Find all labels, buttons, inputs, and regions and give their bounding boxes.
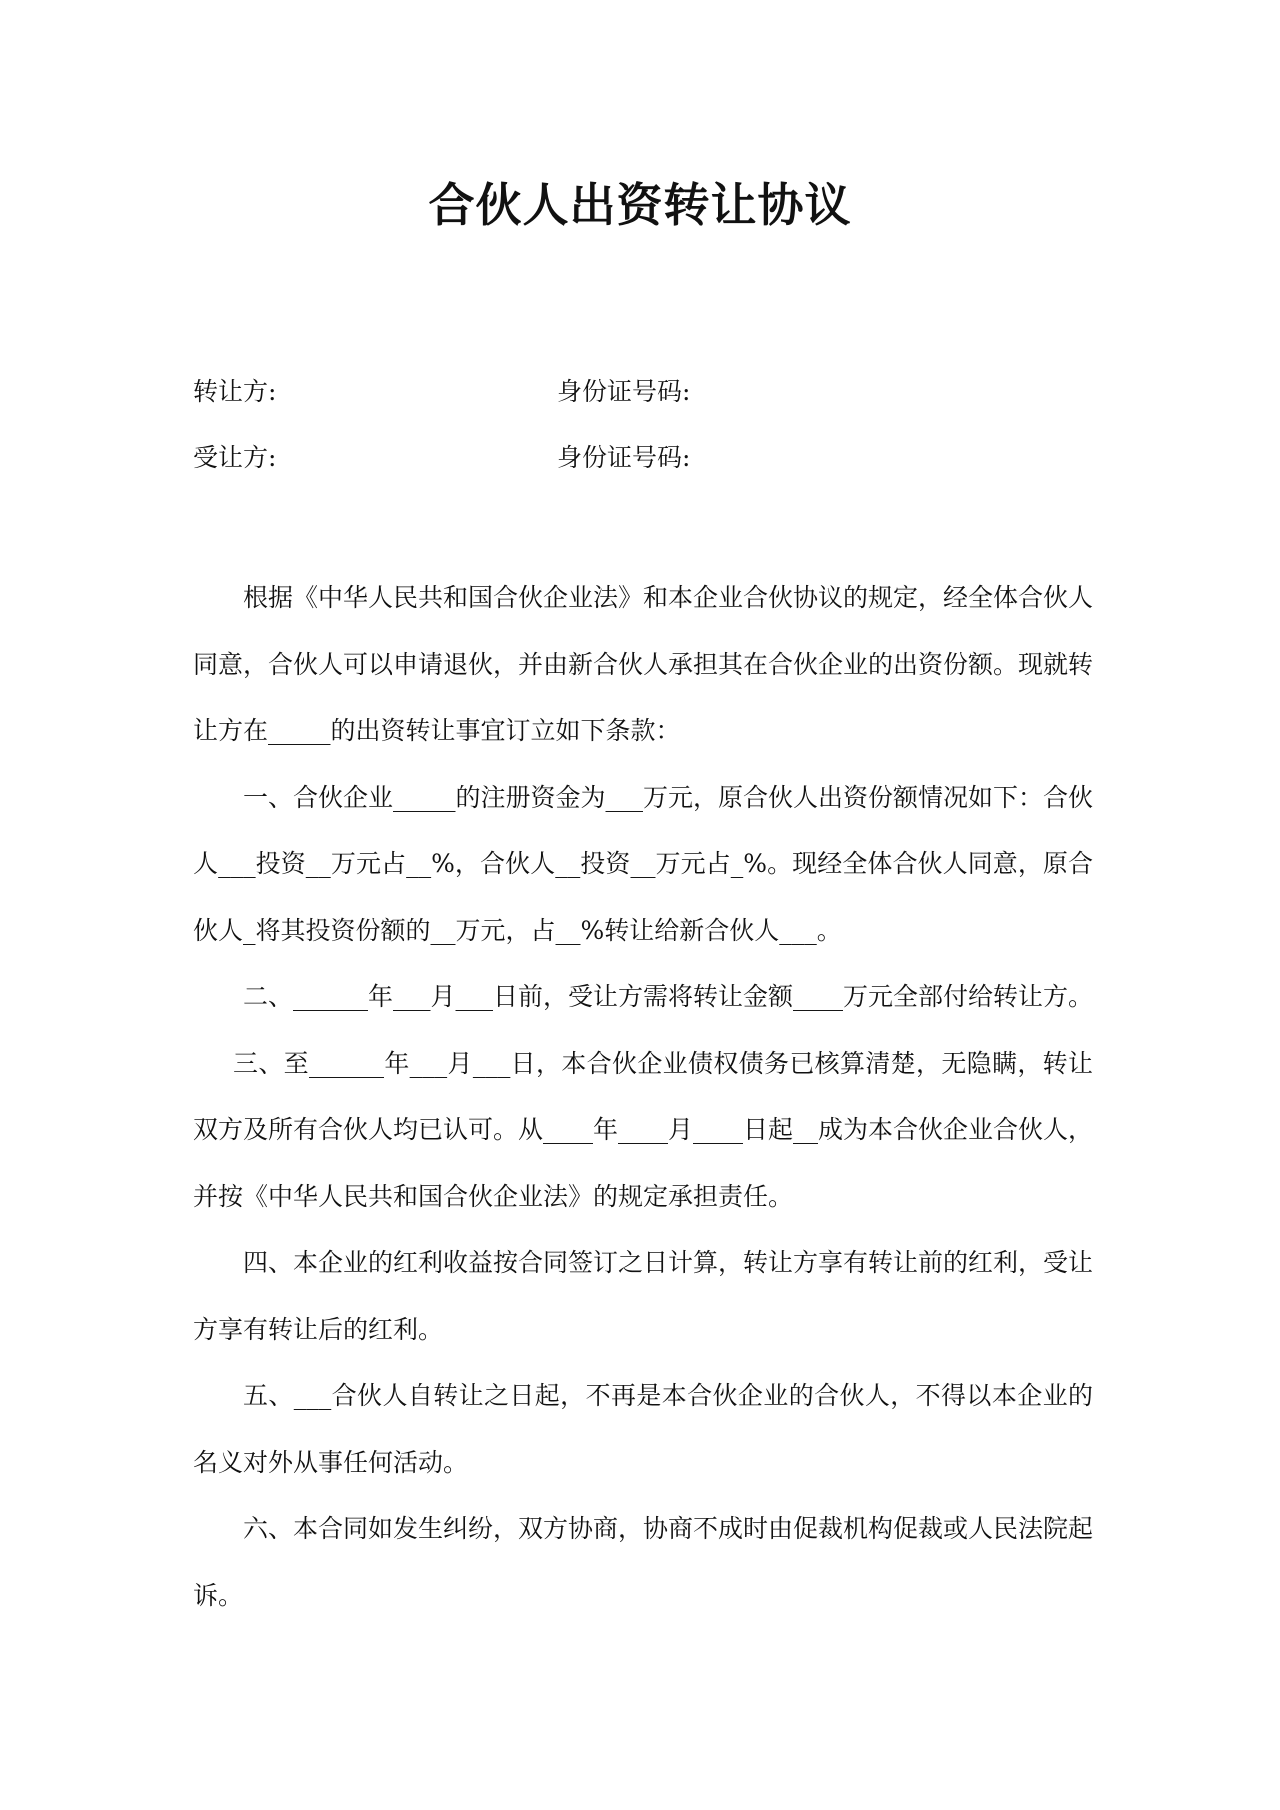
clause-5: 五、___合伙人自转让之日起，不再是本合伙企业的合伙人，不得以本企业的名义对外从事任何活动。 — [193, 1381, 1093, 1477]
clause-1: 一、合伙企业_____的注册资金为___万元，原合伙人出资份额情况如下：合伙人___投资__万元占__%，合伙人__投资__万元占_%。现经全体合伙人同意，原合伙人_将其投资份额的__万元，占__%转让给新合伙人___。 — [193, 782, 1094, 945]
transferee-row — [193, 438, 1093, 478]
transferee-label: 受让方: — [193, 443, 277, 472]
preamble-paragraph: 根据《中华人民共和国合伙企业法》和本企业合伙协议的规定，经全体合伙人同意，合伙人可以申请退伙，并由新合伙人承担其在合伙企业的出资份额。现就转让方在_____的出资转让事宜订立如下条款： — [193, 583, 1094, 745]
transferor-label: 转让方: — [193, 377, 277, 406]
document-title: 合伙人出资转让协议 — [428, 178, 852, 232]
clause-2: 二、______年___月___日前，受让方需将转让金额____万元全部付给转让方。 — [243, 982, 1094, 1011]
clause-4: 四、本企业的红利收益按合同签订之日计算，转让方享有转让前的红利，受让方享有转让后的红利。 — [193, 1248, 1094, 1344]
transferor-id-label: 身份证号码: — [557, 377, 691, 406]
transferor-row — [193, 372, 1093, 412]
transferee-id-label: 身份证号码: — [557, 443, 691, 472]
agreement-body — [193, 565, 1093, 1629]
clause-6: 六、本合同如发生纠纷，双方协商，协商不成时由促裁机构促裁或人民法院起诉。 — [193, 1514, 1094, 1610]
clause-3: 三、至______年___月___日，本合伙企业债权债务已核算清楚，无隐瞒，转让双方及所有合伙人均已认可。从____年____月____日起__成为本合伙企业合伙人，并按《中华人民共和国合伙企业法》的规定承担责任。 — [193, 1048, 1094, 1211]
